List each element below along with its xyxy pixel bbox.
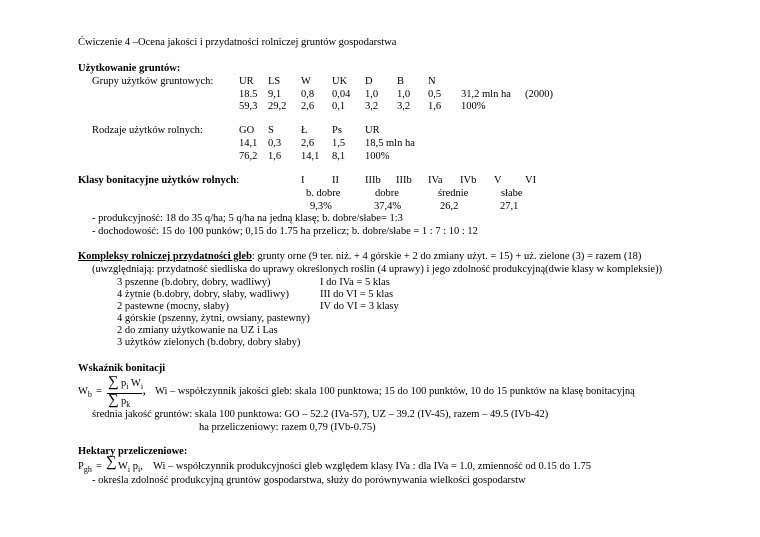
term-w: W — [118, 461, 128, 472]
complexes-intro — [78, 252, 641, 263]
formula-equals: = — [96, 461, 102, 472]
term-p: p — [132, 461, 139, 472]
term-comma: , — [140, 461, 143, 472]
types-percent-cell: 8,1 — [332, 151, 346, 162]
sigma: ∑ — [106, 454, 117, 470]
groups-value-cell: 1,0 — [397, 89, 411, 100]
class-share: 37,4% — [374, 201, 402, 212]
denominator-terms — [121, 397, 130, 409]
types-header-cell: UR — [365, 125, 380, 136]
land-use-heading: Użytkowanie gruntów: — [78, 63, 181, 74]
complex-item: 3 pszenne (b.dobry, dobry, wadliwy) — [117, 277, 271, 288]
class-label: VI — [525, 175, 537, 186]
groups-total: 31,2 mln ha — [461, 89, 511, 100]
class-quality: b. dobre — [306, 188, 341, 199]
numerator-terms — [121, 379, 143, 391]
groups-percent-cell: 2,6 — [301, 101, 315, 112]
complexes-heading: Kompleksy rolniczej przydatności gleb — [78, 251, 252, 262]
groups-value-cell: 9,1 — [268, 89, 282, 100]
class-quality: dobre — [375, 188, 399, 199]
sigma-denominator: ∑ — [108, 392, 119, 408]
types-header-cell: Ł — [301, 125, 308, 136]
classes-heading: Klasy bonitacyjne użytków rolnych — [78, 175, 237, 186]
types-header-cell: S — [268, 125, 274, 136]
types-value-cell: 18,5 mln ha — [365, 138, 415, 149]
groups-header-cell: B — [397, 76, 405, 87]
hectares-heading: Hektary przeliczeniowe: — [78, 446, 188, 457]
groups-percent-cell: 1,6 — [428, 101, 442, 112]
groups-header-cell: N — [428, 76, 436, 87]
complex-item: 2 pastewne (mocny, słaby) — [117, 301, 229, 312]
groups-header-cell: UR — [239, 76, 254, 87]
formula-sub-b: b — [87, 390, 92, 400]
class-label: IIIb — [396, 175, 412, 186]
types-value-cell: 14,1 — [239, 138, 258, 149]
complex-class-group: IV do VI = 3 klasy — [320, 301, 399, 312]
bonitation-heading: Wskaźnik bonitacji — [78, 363, 166, 374]
converted-hectare-line: ha przeliczeniowy: razem 0,79 (IVb-0.75) — [199, 422, 376, 433]
term-w-sub: i — [127, 465, 131, 475]
types-percent-cell: 14,1 — [301, 151, 320, 162]
groups-header-cell: W — [301, 76, 311, 87]
numerator-p-sub: i — [126, 382, 129, 392]
class-quality: słabe — [501, 188, 523, 199]
groups-percent-total: 100% — [461, 101, 486, 112]
types-percent-cell: 1,6 — [268, 151, 282, 162]
denominator-p: p — [121, 396, 127, 407]
groups-header-cell: D — [365, 76, 373, 87]
types-header-cell: GO — [239, 125, 255, 136]
types-value-cell: 2,6 — [301, 138, 315, 149]
hectares-description: Wi – współczynnik produkcyjności gleb względem klasy IVa : dla IVa = 1.0, zmienność od 0.15 do 1.75 — [153, 461, 591, 472]
class-label: II — [332, 175, 339, 186]
formula-comma: , — [143, 386, 146, 397]
complex-item: 3 użytków zielonych (b.dobry, dobry słaby) — [117, 337, 301, 348]
types-value-cell: 1,5 — [332, 138, 346, 149]
groups-value-cell: 0,04 — [332, 89, 351, 100]
land-types-label: Rodzaje użytków rolnych: — [92, 125, 203, 136]
class-label: V — [494, 175, 502, 186]
complex-item: 2 do zmiany użytkowanie na UZ i Las — [117, 325, 278, 336]
groups-year: (2000) — [525, 89, 553, 100]
numerator-w-sub: i — [140, 382, 144, 392]
sum-terms — [118, 462, 143, 474]
denominator-p-sub: k — [126, 400, 131, 410]
exercise-title: Ćwiczenie 4 –Ocena jakości i przydatności rolniczej gruntów gospodarstwa — [78, 37, 397, 48]
groups-value-cell: 18.5 — [239, 89, 258, 100]
complex-class-group: I do IVa = 5 klas — [320, 277, 390, 288]
class-label: IVb — [460, 175, 477, 186]
complexes-note: (uwzględniają: przydatność siedliska do uprawy określonych roślin (4 uprawy) i jego zdolność produkcyjną(dwie klasy w kompleksie)) — [92, 264, 663, 275]
class-share: 27,1 — [500, 201, 519, 212]
sigma-numerator: ∑ — [108, 374, 119, 390]
complex-item: 4 górskie (pszenny, żytni, owsiany, pastewny) — [117, 313, 310, 324]
numerator-w: W — [130, 378, 141, 389]
types-header-cell: Ps — [332, 125, 342, 136]
formula-w: W — [78, 386, 88, 397]
groups-percent-cell: 3,2 — [397, 101, 411, 112]
formula-symbol-wb — [78, 387, 92, 399]
complexes-intro-rest: : grunty orne (9 ter. niż. + 4 górskie + 2 do zmiany użyt. = 15) + uż. zielone (3) = razem (18) — [251, 251, 642, 262]
income-line: - dochodowość: 15 do 100 punków; 0,15 do 1.75 ha przelicz; b. dobre/słabe = 1 : 7 : 10 : 12 — [92, 226, 478, 237]
groups-header-cell: LS — [268, 76, 281, 87]
average-quality-line: średnia jakość gruntów: skala 100 punktowa: GO – 52.2 (IVa-57), UZ – 39.2 (IV-45), razem – 49.5 (IVb-42) — [92, 409, 549, 420]
class-label: IIIb — [365, 175, 381, 186]
formula-symbol-pgh — [78, 462, 92, 474]
formula-sub-gh: gh — [83, 465, 92, 475]
complex-class-group: III do VI = 5 klas — [320, 289, 394, 300]
formula-p: P — [78, 461, 84, 472]
class-quality: średnie — [438, 188, 469, 199]
groups-value-cell: 0,5 — [428, 89, 442, 100]
land-groups-label: Grupy użytków gruntowych: — [92, 76, 214, 87]
formula-equals: = — [96, 386, 102, 397]
classes-heading-colon: : — [236, 175, 240, 186]
class-share: 26,2 — [440, 201, 459, 212]
groups-value-cell: 0,8 — [301, 89, 315, 100]
term-p-sub: i — [138, 465, 141, 475]
groups-percent-cell: 3,2 — [365, 101, 379, 112]
productivity-line: - produkcyjność: 18 do 35 q/ha; 5 q/ha na jedną klasę; b. dobre/słabe= 1:3 — [92, 213, 403, 224]
groups-percent-cell: 0,1 — [332, 101, 346, 112]
numerator-p: p — [121, 378, 127, 389]
class-label: I — [301, 175, 305, 186]
types-value-cell: 0,3 — [268, 138, 282, 149]
groups-header-cell: UK — [332, 76, 348, 87]
types-percent-cell: 76,2 — [239, 151, 258, 162]
types-percent-cell: 100% — [365, 151, 390, 162]
classes-heading-wrap — [78, 176, 239, 187]
groups-percent-cell: 29,2 — [268, 101, 287, 112]
complex-item: 4 żytnie (b.dobry, dobry, słaby, wadliwy) — [117, 289, 290, 300]
class-label: IVa — [428, 175, 443, 186]
bonitation-description: Wi – współczynnik jakości gleb: skala 100 punktowa; 15 do 100 punktów, 10 do 15 punktów na klasę bonitacyjną — [155, 386, 635, 397]
hectares-purpose: - określa zdolność produkcyjną gruntów gospodarstwa, służy do porównywania wielkości gospodarstw — [92, 475, 526, 486]
class-share: 9,3% — [310, 201, 332, 212]
groups-value-cell: 1,0 — [365, 89, 379, 100]
groups-percent-cell: 59,3 — [239, 101, 258, 112]
